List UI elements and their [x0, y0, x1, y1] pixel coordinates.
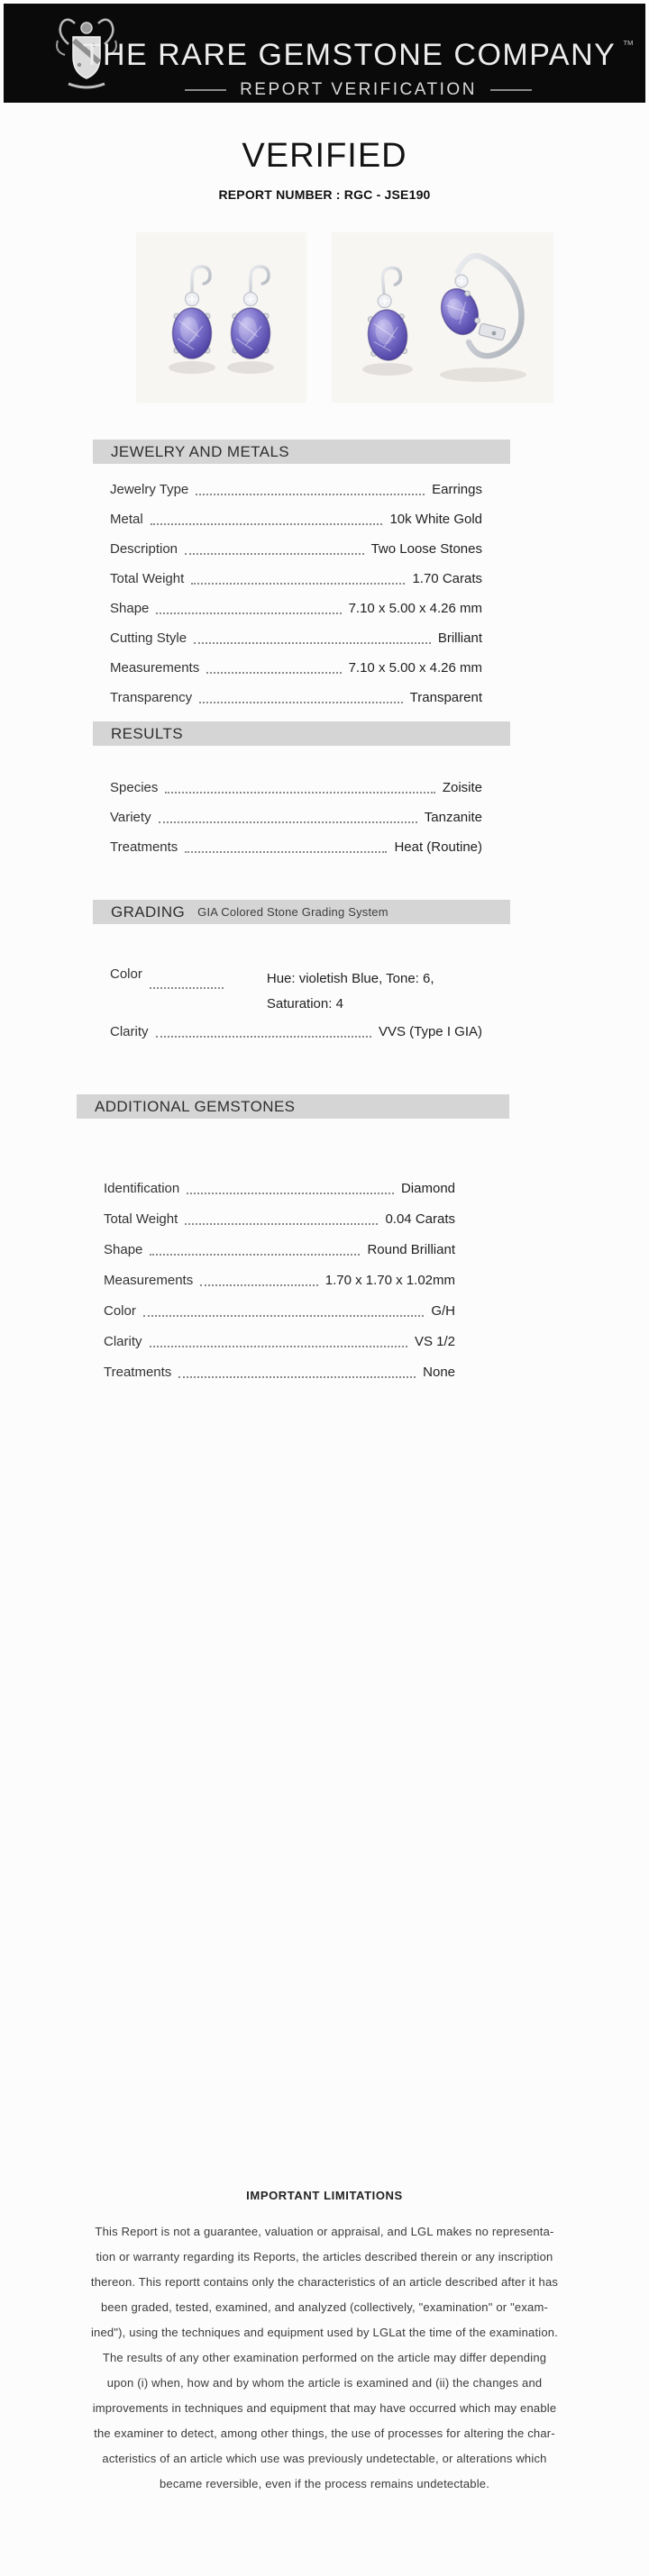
spec-row-shape: [110, 594, 482, 623]
grading-system-subtitle: GIA Colored Stone Grading System: [197, 905, 388, 919]
row-label: Transparency: [110, 690, 193, 705]
site-header: [4, 4, 645, 103]
section-results: [0, 721, 649, 862]
dotted-leader: [151, 513, 383, 525]
row-value-multiline: [267, 966, 434, 1017]
dotted-leader: [178, 1366, 416, 1378]
row-label: Cutting Style: [110, 630, 187, 646]
dotted-leader: [191, 573, 405, 585]
row-value: Heat (Routine): [394, 839, 482, 855]
report-verification-label: REPORT VERIFICATION: [240, 80, 477, 99]
row-label: Description: [110, 541, 178, 557]
limitation-line: This Report is not a guarantee, valuation or appraisal, and LGL makes no representa-: [95, 2225, 554, 2238]
limitation-line: the examiner to detect, among other things, the use of processes for altering the char-: [94, 2426, 555, 2440]
spec-row-variety: [110, 803, 482, 832]
row-label: Metal: [110, 512, 143, 527]
limitation-line: improvements in techniques and equipment that may have occurred which may enable: [92, 2401, 557, 2415]
limitation-line: tion or warranty regarding its Reports, the articles described therein or any inscription: [96, 2250, 553, 2263]
section-title: RESULTS: [111, 724, 183, 742]
limitation-line: upon (i) when, how and by whom the article is examined and (ii) the changes and: [106, 2376, 543, 2390]
row-value: Round Brilliant: [367, 1241, 455, 1257]
spec-row-description: [110, 534, 482, 564]
limitations-heading: IMPORTANT LIMITATIONS: [246, 2189, 403, 2202]
divider-line-left: [185, 89, 226, 91]
earrings-side-angled-view-photo: [332, 232, 553, 403]
section-rows: [110, 475, 482, 712]
dotted-leader: [159, 812, 417, 823]
report-verification-page: [0, 4, 649, 2576]
report-verification-banner: [71, 80, 645, 100]
dotted-leader: [185, 543, 364, 555]
row-value: 0.04 Carats: [385, 1211, 455, 1227]
row-label: Color: [104, 1302, 136, 1319]
row-label: Total Weight: [104, 1211, 178, 1227]
row-value: 1.70 x 1.70 x 1.02mm: [324, 1272, 455, 1288]
row-value: 7.10 x 5.00 x 4.26 mm: [348, 660, 482, 676]
row-value-line: Hue: violetish Blue, Tone: 6,: [266, 971, 434, 986]
dotted-leader: [199, 692, 403, 703]
row-value: VVS (Type I GIA): [378, 1024, 482, 1039]
row-label: Clarity: [110, 1024, 149, 1039]
dotted-leader: [150, 1244, 360, 1256]
section-additional-gemstones: [0, 1094, 649, 1387]
dotted-leader: [165, 782, 434, 794]
company-name-text: THE RARE GEMSTONE COMPANY: [82, 38, 617, 72]
verified-status: VERIFIED: [242, 137, 407, 175]
spec-row-treatments: [104, 1356, 455, 1387]
limitation-line: The results of any other examination performed on the article may differ depending: [102, 2351, 547, 2364]
dotted-leader: [156, 1026, 371, 1038]
clasp-hole: [491, 331, 496, 336]
limitation-line: thereon. This reportt contains only the characteristics of an article described after it has: [90, 2275, 559, 2289]
spec-row-clarity: [110, 1017, 482, 1047]
dotted-leader: [185, 1213, 378, 1225]
company-name: [71, 29, 645, 71]
row-value: 10k White Gold: [389, 512, 482, 527]
row-value-line: Saturation: 4: [266, 996, 343, 1011]
row-label: Clarity: [104, 1333, 142, 1349]
row-value: G/H: [431, 1302, 455, 1319]
row-value: Zoisite: [442, 780, 482, 795]
dotted-leader: [185, 841, 387, 853]
row-value: Tanzanite: [424, 810, 482, 825]
section-header-additional-gemstones: [77, 1094, 509, 1119]
spec-row-species: [110, 773, 482, 803]
section-grading: [0, 900, 649, 1047]
spec-row-jewelry-type: [110, 475, 482, 504]
row-label: Measurements: [104, 1272, 194, 1288]
important-limitations: [0, 2189, 649, 2497]
header-text-block: [71, 29, 645, 100]
limitation-line: acteristics of an article which use was previously undetectable, or alterations which: [102, 2452, 547, 2465]
dotted-leader: [143, 1305, 424, 1317]
section-rows: [104, 1173, 455, 1387]
row-value: Transparent: [409, 690, 482, 705]
section-title: GRADING: [111, 903, 186, 921]
spec-row-total-weight: [110, 564, 482, 594]
section-rows: [110, 966, 482, 1047]
spec-row-metal: [110, 504, 482, 534]
earring-shadow: [440, 367, 526, 382]
crest-mantling-left: [57, 41, 65, 55]
limitation-line: been graded, tested, examined, and analyzed (collectively, "examination" or "exam-: [100, 2300, 549, 2314]
report-number: REPORT NUMBER : RGC - JSE190: [218, 187, 431, 202]
dotted-leader: [156, 603, 341, 614]
spec-row-color: [110, 966, 482, 1017]
row-label: Shape: [104, 1241, 143, 1257]
dotted-leader: [206, 662, 341, 674]
section-header-results: [93, 721, 510, 746]
dotted-leader: [196, 484, 425, 495]
earring-shadow: [227, 361, 274, 374]
limitations-paragraph: [86, 2219, 563, 2497]
row-value: Diamond: [400, 1180, 455, 1196]
row-label: Jewelry Type: [110, 482, 189, 497]
row-value: 1.70 Carats: [412, 571, 482, 586]
row-label: Total Weight: [110, 571, 185, 586]
dotted-leader: [150, 977, 224, 989]
earring-shadow: [169, 361, 215, 374]
section-title: JEWELRY AND METALS: [111, 442, 290, 460]
section-header-grading: [93, 900, 510, 924]
section-title: ADDITIONAL GEMSTONES: [95, 1097, 296, 1115]
row-value: VS 1/2: [414, 1333, 455, 1349]
spec-row-total-weight: [104, 1203, 455, 1234]
spec-row-measurements: [104, 1265, 455, 1295]
dotted-leader: [194, 632, 431, 644]
trademark-symbol: ™: [622, 38, 635, 51]
dotted-leader: [200, 1274, 318, 1286]
divider-line-right: [490, 89, 532, 91]
row-label: Species: [110, 780, 159, 795]
row-label: Variety: [110, 810, 151, 825]
photo-background: [136, 232, 306, 403]
earring-shadow: [362, 363, 413, 376]
limitation-line: ined"), using the techniques and equipment used by LGLat the time of the examination.: [90, 2326, 559, 2339]
row-value: 7.10 x 5.00 x 4.26 mm: [348, 601, 482, 616]
spec-row-clarity: [104, 1326, 455, 1356]
section-rows: [110, 773, 482, 862]
spec-row-cutting-style: [110, 623, 482, 653]
row-value: None: [423, 1364, 455, 1380]
section-jewelry-and-metals: [0, 440, 649, 712]
row-label: Measurements: [110, 660, 200, 676]
row-label: Treatments: [104, 1364, 172, 1380]
spec-row-color: [104, 1295, 455, 1326]
row-label: Shape: [110, 601, 150, 616]
limitation-line: became reversible, even if the process remains undetectable.: [159, 2477, 490, 2490]
spec-row-shape: [104, 1234, 455, 1265]
row-value: Two Loose Stones: [370, 541, 482, 557]
earrings-front-view-photo: [136, 232, 306, 403]
row-value: Brilliant: [437, 630, 482, 646]
row-value: Earrings: [432, 482, 482, 497]
dotted-leader: [187, 1183, 394, 1194]
row-label: Color: [110, 966, 142, 982]
row-label: Identification: [104, 1180, 180, 1196]
product-photos: [0, 232, 649, 403]
spec-row-transparency: [110, 683, 482, 712]
spec-row-measurements: [110, 653, 482, 683]
section-header-jewelry-and-metals: [93, 440, 510, 464]
spec-row-treatments: [110, 832, 482, 862]
spec-row-identification: [104, 1173, 455, 1203]
row-label: Treatments: [110, 839, 178, 855]
dotted-leader: [150, 1336, 407, 1347]
